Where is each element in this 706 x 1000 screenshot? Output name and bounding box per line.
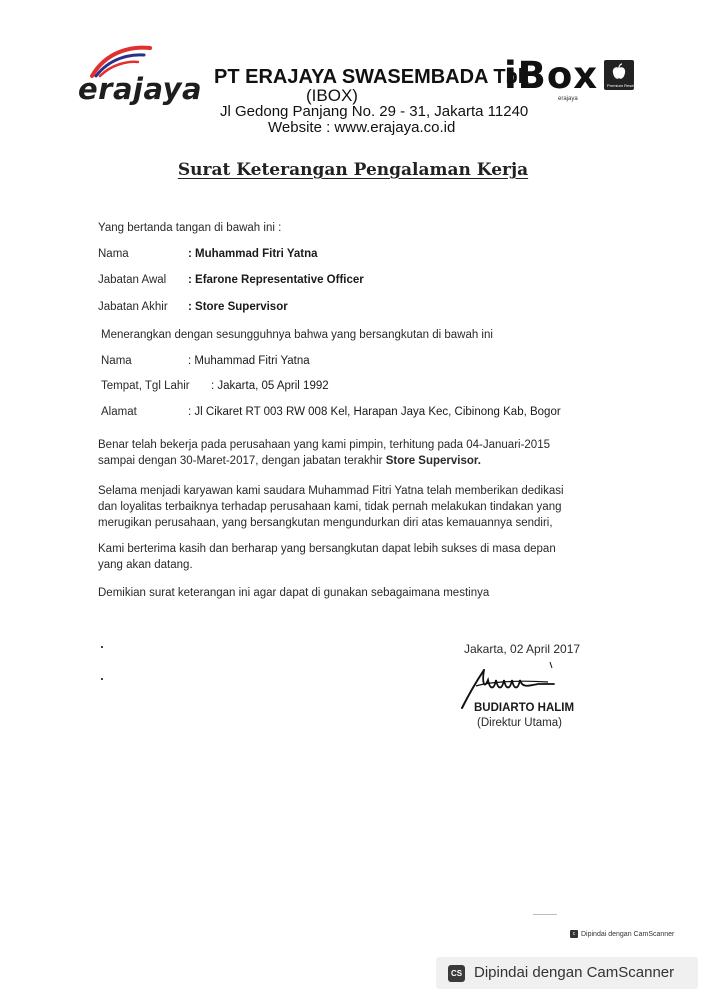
ibox-logo: [500, 54, 640, 108]
paragraph-employment-line2-text: sampai dengan 30-Maret-2017, dengan jabatan terakhir: [98, 455, 386, 467]
paragraph-dedication: [98, 483, 578, 531]
intro-text: Yang bertanda tangan di bawah ini :: [98, 222, 282, 234]
document-title: Surat Keterangan Pengalaman Kerja: [177, 160, 529, 180]
paragraph-thanks-line: yang akan datang.: [98, 559, 193, 571]
statement-text: Menerangkan dengan sesungguhnya bahwa yang bersangkutan di bawah ini: [101, 329, 493, 341]
ibox-tagline: erajaya: [558, 96, 578, 102]
field-value-nama: : Muhammad Fitri Yatna: [188, 248, 318, 260]
employee-value-ttl: : Jakarta, 05 April 1992: [211, 380, 329, 392]
field-value-jabatan-awal: : Efarone Representative Officer: [188, 274, 364, 286]
field-label-jabatan-akhir: Jabatan Akhir: [98, 301, 168, 313]
employee-value-alamat: : Jl Cikaret RT 003 RW 008 Kel, Harapan Jaya Kec, Cibinong Kab, Bogor: [188, 406, 561, 418]
employee-value-nama: : Muhammad Fitri Yatna: [188, 355, 310, 367]
signatory-name: BUDIARTO HALIM: [474, 702, 575, 714]
signatory-position: (Direktur Utama): [477, 717, 562, 729]
paragraph-thanks-line: Kami berterima kasih dan berharap yang bersangkutan dapat lebih sukses di masa depan: [98, 543, 556, 555]
field-label-nama: Nama: [98, 248, 129, 260]
employee-label-nama: Nama: [101, 355, 132, 367]
field-value-jabatan-akhir: : Store Supervisor: [188, 301, 288, 313]
company-subtitle: (IBOX): [306, 86, 358, 105]
erajaya-wordmark: erajaya: [78, 72, 203, 106]
paragraph-employment: [98, 437, 578, 469]
ibox-wordmark: iBox: [504, 54, 599, 97]
stray-dot: [101, 678, 103, 680]
paragraph-dedication-line: dan loyalitas terbaiknya terhadap perusahaan kami, tidak pernah melakukan tindakan yang: [98, 501, 562, 513]
scanner-mark-small: [570, 930, 674, 938]
stray-dot: [101, 646, 103, 648]
employee-label-alamat: Alamat: [101, 406, 137, 418]
paragraph-employment-line2: [98, 453, 578, 469]
company-name: PT ERAJAYA SWASEMBADA Tbk: [214, 66, 529, 88]
company-address: Jl Gedong Panjang No. 29 - 31, Jakarta 11240: [220, 103, 529, 120]
camscanner-watermark-text: Dipindai dengan CamScanner: [474, 964, 675, 981]
apple-reseller-badge: [604, 60, 639, 90]
scan-artifact-line: [533, 914, 557, 915]
paragraph-employment-position: Store Supervisor.: [385, 455, 481, 467]
paragraph-thanks: [98, 541, 578, 573]
scanner-mark-small-text: Dipindai dengan CamScanner: [581, 930, 675, 938]
camscanner-mini-icon: c: [570, 930, 578, 938]
camscanner-icon: CS: [448, 965, 465, 982]
company-website: Website : www.erajaya.co.id: [268, 119, 456, 136]
paragraph-dedication-line: merugikan perusahaan, yang bersangkutan mengundurkan diri atas kemauannya sendiri,: [98, 517, 553, 529]
apple-icon: [611, 63, 627, 81]
field-label-jabatan-awal: Jabatan Awal: [98, 274, 167, 286]
erajaya-logo: [78, 42, 203, 108]
camscanner-watermark: [436, 957, 698, 989]
paragraph-closing: Demikian surat keterangan ini agar dapat di gunakan sebagaimana mestinya: [98, 587, 490, 599]
paragraph-dedication-line: Selama menjadi karyawan kami saudara Muhammad Fitri Yatna telah memberikan dedikasi: [98, 485, 564, 497]
paragraph-employment-line1: Benar telah bekerja pada perusahaan yang kami pimpin, terhitung pada 04-Januari-2015: [98, 439, 550, 451]
signature-date: Jakarta, 02 April 2017: [464, 642, 581, 656]
employee-label-ttl: Tempat, Tgl Lahir: [101, 380, 190, 392]
apple-reseller-tag: Premium Reseller: [607, 83, 639, 88]
